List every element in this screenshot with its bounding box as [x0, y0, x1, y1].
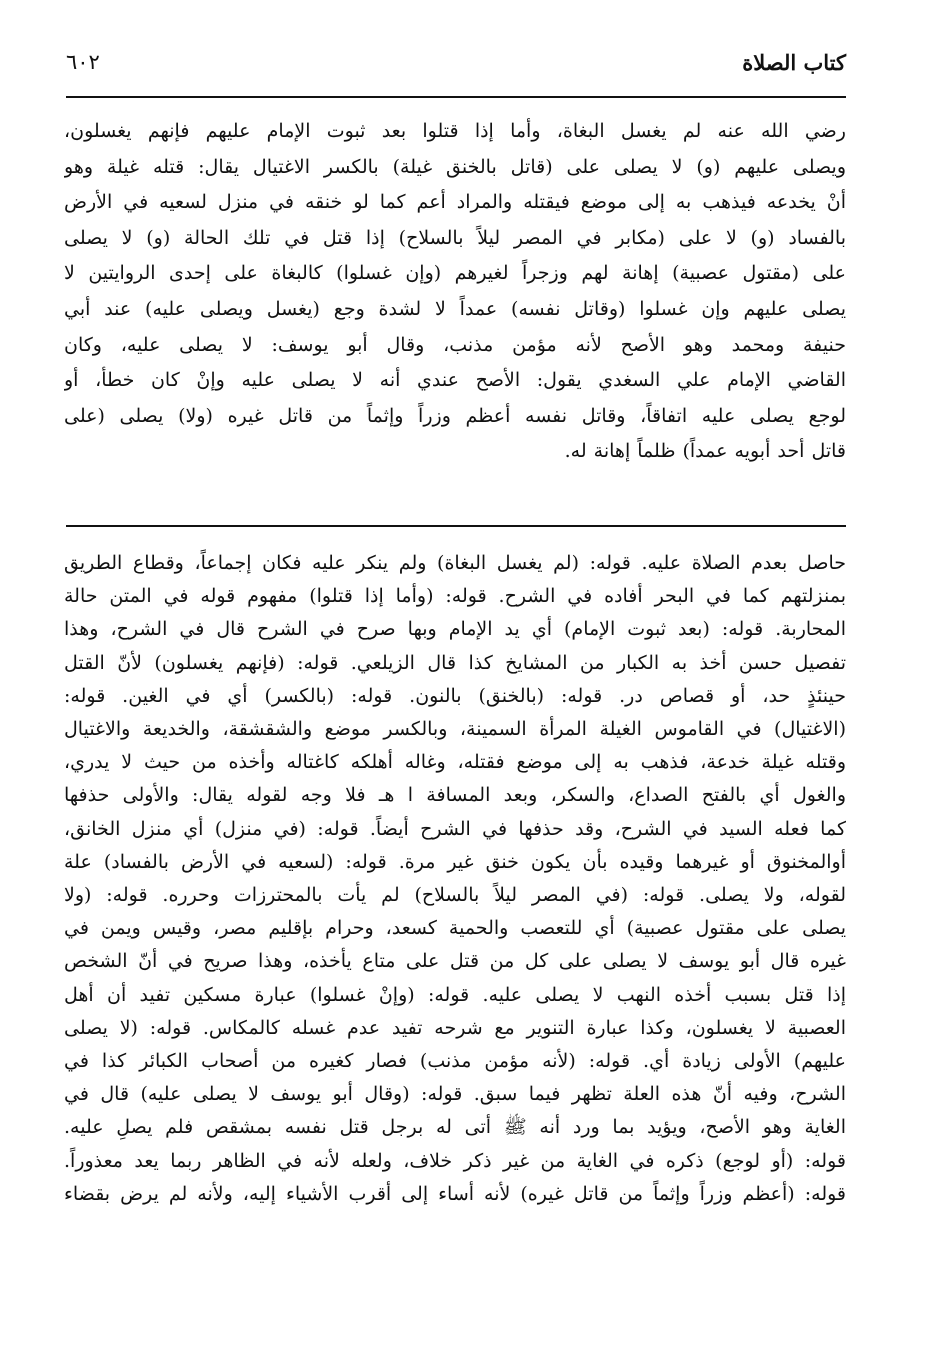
commentary-divider	[66, 525, 846, 527]
commentary-text	[64, 547, 846, 1211]
commentary-line: بمنزلتهم كما في البحر أفاده في الشرح. قوله: (وأما إذا قتلوا) مفهوم قوله في المتن حالة	[64, 585, 846, 608]
main-text-line: أنْ يخدعه فيذهب به إلى موضع فيقتله والمراد أعم كما لو خنقه في منزل لسعيه في الأرض	[64, 191, 846, 214]
commentary-line: قوله: (أو لوجع) ذكره في الغاية من غير ذكر خلاف، ولعله لأنه في الظاهر ربما يعد معذوراً.	[64, 1149, 846, 1172]
commentary-line: أوالمخنوق أو غيرهما وقيده بأن يكون خنق غير مرة. قوله: (لسعيه في الأرض بالفساد) علة	[64, 850, 846, 873]
running-title: كتاب الصلاة	[742, 50, 846, 75]
commentary-line: والغول أي بالفتح الصداع، والسكر، وبعد المسافة ا هـ فلا وجه لقوله يقال: والأولى حذفها	[64, 784, 846, 807]
commentary-line: إذا قتل بسبب أخذه النهب لا يصلى عليه. قوله: (وإنْ غسلوا) عبارة مسكين تفيد أن أهل	[64, 983, 846, 1006]
main-text-line: القاضي الإمام علي السغدي يقول: الأصح عندي أنه لا يصلى عليه وإنْ كان خطأ، أو	[64, 369, 846, 392]
main-text-line: رضي الله عنه لم يغسل البغاة، وأما إذا قتلوا بعد ثبوت الإمام عليهم فإنهم يغسلون،	[64, 120, 846, 142]
commentary-line: حينئذٍ حد، أو قصاص در. قوله: (بالخنق) بالنون. قوله: (بالكسر) أي في الغين. قوله:	[64, 684, 846, 707]
main-text-line: بالفساد (و) لا على (مكابر في المصر ليلاً بالسلاح) إذا قتل في تلك الحالة (و) لا يصلى	[64, 226, 846, 249]
commentary-line: حاصل بعدم الصلاة عليه. قوله: (لم يغسل البغاة) ولم ينكر عليه فكان إجماعاً، وقطاع الطريق	[64, 552, 846, 574]
main-text-line: ويصلى عليهم (و) لا يصلى على (قاتل بالخنق غيلة) بالكسر الاغتيال يقال: قتله غيلة وهو	[64, 155, 846, 178]
main-text-line: حنيفة ومحمد وهو الأصح لأنه مؤمن مذنب، وقال أبو يوسف: لا يصلى عليه، وكان	[64, 333, 846, 356]
commentary-line: الغاية وهو الأصح، ويؤيد بما ورد أنه ﷺ أتى له برجل قتل نفسه بمشقص فلم يصلِ عليه.	[64, 1116, 846, 1139]
main-text	[64, 114, 846, 470]
commentary-line: غيره قال أبو يوسف لا يصلى على كل من قتل على متاع يأخذه، وهذا صريح في أنّ الشخص	[64, 950, 846, 973]
header-divider	[66, 96, 846, 98]
commentary-line: الشرح، وفيه أنّ هذه العلة تظهر فيما سبق. قوله: (وقال أبو يوسف لا يصلى عليه) قال في	[64, 1083, 846, 1106]
commentary-line: قوله: (أعظم وزراً وإثماً من قاتل غيره) لأنه أساء إلى أقرب الأشياء إليه، ولأنه لم يرض بقضاء	[64, 1182, 846, 1205]
commentary-line: كما فعله السيد في الشرح، وقد حذفها في الشرح أيضاً. قوله: (في منزل) أي منزل الخانق،	[64, 817, 846, 840]
commentary-line: يصلى على مقتول عصبية) أي للتعصب والحمية كسعد، وحرام بإقليم مصر، وقيس ويمن في	[64, 917, 846, 940]
commentary-line: العصبية لا يغسلون، وكذا عبارة التنوير مع شرحه تفيد عدم غسله كالمكاس. قوله: (لا يصلى	[64, 1016, 846, 1039]
main-text-line: لوجع يصلى عليه اتفاقاً، وقاتل نفسه أعظم وزراً وإثماً من قاتل غيره (ولا) يصلى (على	[64, 404, 846, 427]
commentary-line: المحاربة. قوله: (بعد ثبوت الإمام) أي يد الإمام وبها صرح في الشرح قال في الشرح، وهذا	[64, 618, 846, 641]
commentary-line: عليهم) الأولى زيادة أي. قوله: (لأنه مؤمن مذنب) فصار كغيره من أصحاب الكبائر كذا في	[64, 1050, 846, 1073]
commentary-line: وقتله غيلة خدعة، فذهب به إلى موضع فقتله، وغاله أهلكه كاغتاله وأخذه من حيث لا يدري،	[64, 751, 846, 774]
page-header	[66, 46, 846, 86]
commentary-line: لقوله، ولا يصلى. قوله: (في المصر ليلاً بالسلاح) لم يأت بالمحترزات وحرره. قوله: (ولا	[64, 884, 846, 907]
main-text-line: على (مقتول عصبية) إهانة لهم وزجراً لغيرهم (وإن غسلوا) كالبغاة على إحدى الروايتين لا	[64, 262, 846, 285]
commentary-line: تفصيل حسن أخذ به الكبار من المشايخ كذا قال الزيلعي. قوله: (فإنهم يغسلون) لأنّ القتل	[64, 651, 846, 674]
main-text-line: قاتل أحد أبويه عمداً) ظلماً إهانة له.	[564, 440, 846, 463]
main-text-line: يصلى عليهم وإن غسلوا (وقاتل نفسه) عمداً لا لشدة وجع (يغسل ويصلى عليه) عند أبي	[64, 297, 846, 320]
commentary-line: (الاغتيال) في القاموس الغيلة المرأة السمينة، وبالكسر موضع والشقشقة، والخديعة والاغتيال	[64, 718, 846, 741]
page-number: ٦٠٢	[66, 50, 100, 74]
